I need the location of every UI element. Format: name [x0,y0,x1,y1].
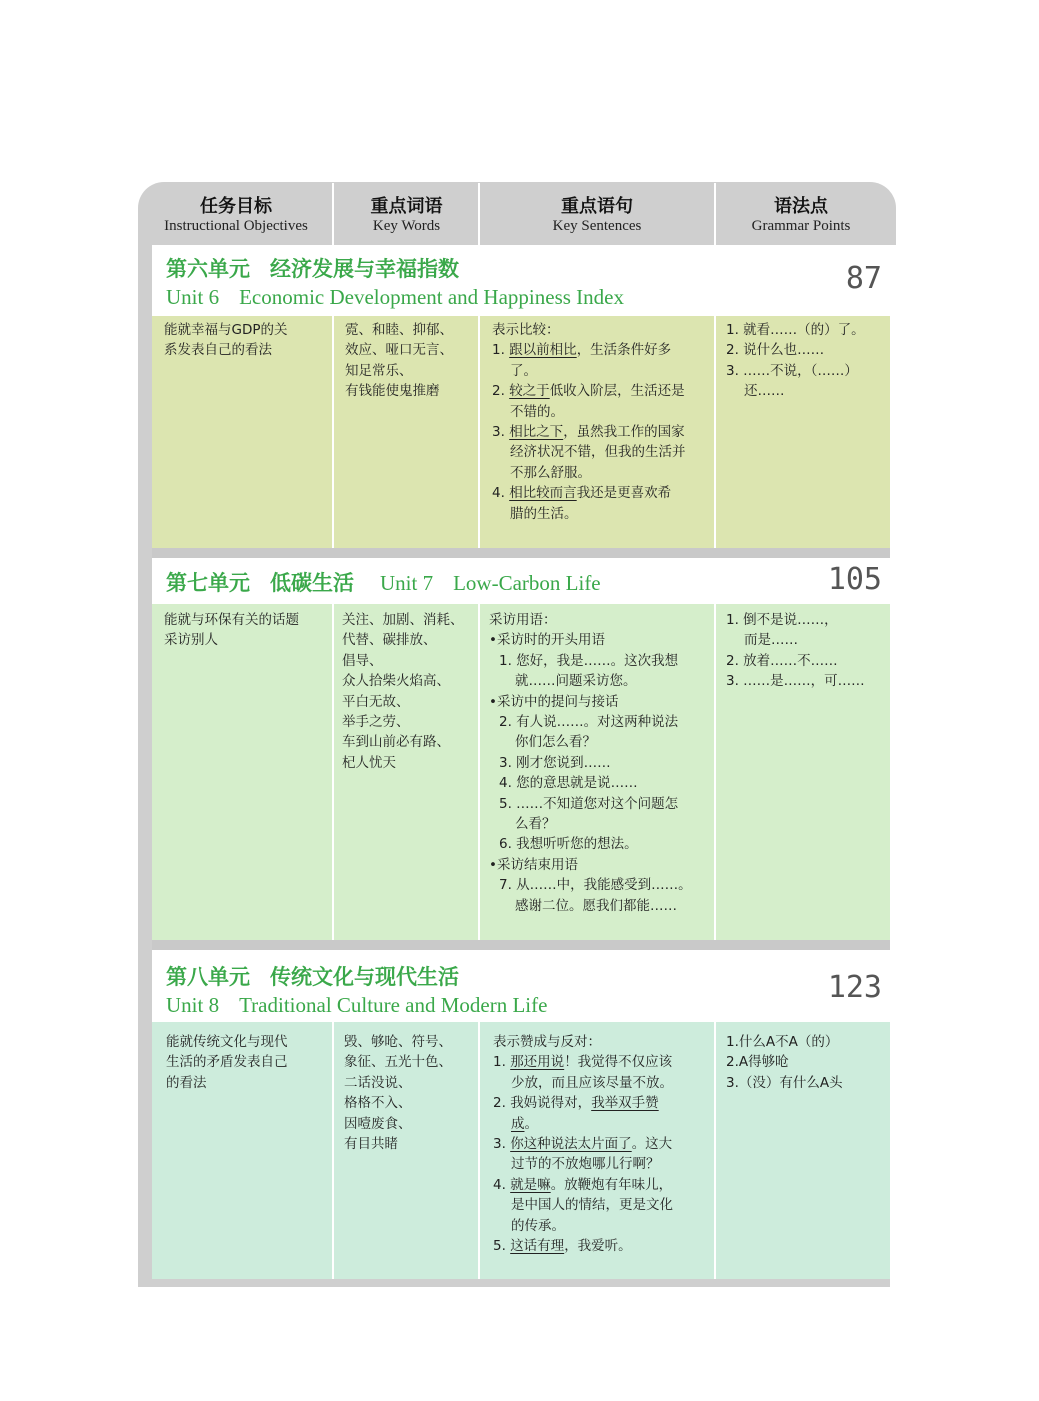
unit-8-title-en [166,993,547,1018]
objective-line: 的看法 [166,1074,207,1091]
key-word-line: 关注、加剧、消耗、 [342,612,464,628]
column-divider [714,316,716,548]
grammar-line: 1. 就看……（的）了。 [726,322,865,338]
unit-6-body [152,316,890,548]
unit-8-grammar [726,1032,843,1093]
sentence-key-phrase: 我举双手赞 [591,1095,659,1112]
unit-6-label-en: Unit 6 [166,285,220,309]
unit-8-name-en: Traditional Culture and Modern Life [239,993,548,1017]
header-key-words-en: Key Words [372,218,441,234]
column-divider [478,316,480,548]
unit-8-key-sentences [493,1032,673,1256]
unit-6-title-en [166,285,624,310]
sentence-number: 2. [492,383,505,400]
unit-8-body [152,1022,890,1279]
sentence-continuation: 过节的不放炮哪儿行啊？ [511,1156,660,1173]
unit-separator [152,940,890,950]
unit-7-title [166,567,601,597]
key-word-line: 杞人忧天 [342,754,396,771]
key-word-line: 众人拾柴火焰高、 [342,673,450,690]
unit-7-key-sentences [489,610,692,916]
unit-7-title-bar [152,558,890,604]
header-key-words-zh: 重点词语 [370,196,443,217]
unit-7-name-cn: 低碳生活 [270,571,354,595]
key-word-line: 有目共睹 [344,1136,398,1153]
unit-6-label-cn: 第六单元 [166,257,250,281]
header-grammar-points [716,183,886,243]
sentence-line: 4. 您的意思就是说…… [499,775,638,792]
sentence-item [493,1093,673,1113]
unit-6-key-words [345,320,453,402]
sentence-key-phrase: 这话有理 [510,1238,565,1255]
sentence-text: ，我爱听。 [564,1238,632,1255]
sentence-number: 3. [493,1136,506,1153]
sentence-key-phrase: 那还用说 [510,1054,565,1071]
sentence-text: 。 [524,1115,538,1132]
column-divider [714,604,716,940]
header-objectives-en: Instructional Objectives [164,218,308,234]
grammar-line: 3. ……不说，（……） [726,362,858,379]
sentence-item [492,381,686,401]
sentence-continuation: 了。 [510,362,537,379]
key-word-line: 格格不入、 [344,1095,412,1112]
key-word-line: 效应、哑口无言、 [345,342,453,359]
column-divider [332,1022,334,1279]
sentence-number: 1. [492,342,505,359]
key-word-line: 车到山前必有路、 [342,734,450,751]
sentence-text: ！我觉得不仅应该 [564,1054,673,1071]
grammar-line: 2.A得够呛 [726,1054,789,1071]
sentences-intro: 采访用语： [489,612,557,628]
sentence-continuation: 不那么舒服。 [510,464,591,481]
key-word-line: 象征、五光十色、 [344,1054,452,1071]
objective-line: 采访别人 [164,632,218,649]
key-word-line: 有钱能使鬼推磨 [345,383,440,400]
grammar-line: 3.（没）有什么A头 [726,1074,843,1091]
sentence-number: 4. [492,485,505,502]
sentence-number: 1. [493,1054,506,1071]
objective-line: 系发表自己的看法 [164,342,272,359]
sentence-line: 感谢二位。愿我们都能…… [515,897,677,914]
sentence-key-phrase: 相比较而言 [509,485,577,502]
unit-6-title-bar [152,245,890,316]
unit-7-key-words [342,610,464,773]
sentence-line: 2. 有人说……。对这两种说法 [499,714,679,731]
grammar-line: 2. 说什么也…… [726,342,825,359]
sentence-line: 你们怎么看？ [515,734,596,751]
unit-6-grammar [726,320,865,402]
column-divider [714,1022,716,1279]
key-word-line: 举手之劳、 [342,714,410,731]
column-divider [478,1022,480,1279]
sentence-line: 么看？ [515,816,556,833]
grammar-line: 1. 倒不是说……， [726,612,838,628]
header-grammar-points-en: Grammar Points [751,218,851,234]
sentence-line: 5. ……不知道您对这个问题怎 [499,795,679,812]
grammar-line: 3. ……是……，可…… [726,673,865,690]
sentence-key-phrase: 跟以前相比 [509,342,577,359]
unit-6-key-sentences [492,320,686,524]
sentence-line: 3. 刚才您说到…… [499,754,611,771]
sentence-key-phrase: 成 [511,1115,525,1132]
sentence-line: 7. 从……中，我能感受到……。 [499,877,692,894]
header-key-words [334,183,479,243]
sentence-continuation: 经济状况不错，但我的生活并 [510,444,686,461]
sentence-key-phrase: 就是嘛 [510,1176,551,1193]
unit-6-name-en: Economic Development and Happiness Index [239,285,624,309]
sentence-key-phrase: 相比之下 [509,424,564,441]
grammar-line: 1.什么A不A（的） [726,1034,839,1050]
key-word-line: 平白无故、 [342,693,410,710]
key-word-line: 霓、和睦、抑郁、 [345,322,453,338]
key-word-line: 倡导、 [342,652,383,669]
sentence-line: 1. 您好，我是……。这次我想 [499,652,679,669]
unit-8-key-words [344,1032,452,1154]
unit-8-label-en: Unit 8 [166,993,220,1017]
sentence-item [493,1236,673,1256]
sentence-line: 6. 我想听听您的想法。 [499,836,638,853]
unit-7-grammar [726,610,865,692]
unit-7-objective [164,610,299,651]
unit-8-objective [166,1032,288,1093]
objective-line: 能就传统文化与现代 [166,1034,288,1050]
sentence-key-phrase: 你这种说法太片面了 [510,1136,632,1153]
sentence-continuation: 不错的。 [510,403,564,420]
sentence-number: 4. [493,1176,506,1193]
unit-7-page-number: 105 [827,562,882,597]
group-heading: •采访结束用语 [489,856,578,873]
column-divider [332,316,334,548]
sentence-item [492,483,686,503]
sentence-item [493,1175,673,1195]
unit-8-title-cn [166,961,459,991]
sentence-continuation: 少放，而且应该尽量不放。 [511,1074,673,1091]
sentence-number: 5. [493,1238,506,1255]
sentence-line: 就……问题采访您。 [515,673,637,690]
sentence-text: ，生活条件好多 [576,342,672,359]
unit-separator [152,548,890,558]
objective-line: 能就与环保有关的话题 [164,612,299,628]
sentence-text: ，虽然我工作的国家 [563,424,685,441]
key-word-line: 二话没说、 [344,1074,412,1091]
sentence-text: 。这大 [631,1136,673,1153]
sentence-item [493,1052,673,1072]
column-divider [332,604,334,940]
grammar-line: 还…… [744,383,785,400]
sentence-text: 我妈说得对， [510,1095,592,1112]
unit-7-name-en: Low-Carbon Life [453,571,601,595]
unit-6-page-number: 87 [845,261,882,296]
sentences-intro: 表示比较： [492,322,560,338]
unit-8-name-cn: 传统文化与现代生活 [270,965,459,989]
key-word-line: 毁、够呛、符号、 [344,1034,452,1050]
column-divider [478,604,480,940]
unit-8-label-cn: 第八单元 [166,965,250,989]
key-word-line: 知足常乐、 [345,362,413,379]
objective-line: 生活的矛盾发表自己 [166,1054,288,1071]
sentences-intro: 表示赞成与反对： [493,1034,601,1050]
right-margin-strip [890,245,896,1287]
unit-8-title-bar [152,950,890,1022]
objective-line: 能就幸福与GDP的关 [164,322,288,338]
header-objectives [140,183,332,243]
header-key-sentences-en: Key Sentences [552,218,642,234]
grammar-line: 2. 放着……不…… [726,652,838,669]
unit-6-objective [164,320,288,361]
header-key-sentences-zh: 重点语句 [561,196,633,217]
unit-6-name-cn: 经济发展与幸福指数 [270,257,459,281]
unit-7-body [152,604,890,940]
sentence-continuation: 的传承。 [511,1217,565,1234]
sentence-continuation [493,1114,673,1134]
sentence-item [493,1134,673,1154]
header-objectives-zh: 任务目标 [200,196,272,217]
sentence-key-phrase: 较之于 [509,383,550,400]
sentence-number: 2. [493,1095,506,1112]
sentence-text: 我还是更喜欢希 [576,485,672,502]
key-word-line: 因噎废食、 [344,1115,412,1132]
unit-6-title-cn [166,253,459,283]
sentence-number: 3. [492,424,505,441]
sentence-item [492,340,686,360]
unit-7-label-cn: 第七单元 [166,571,250,595]
sentence-continuation: 腊的生活。 [510,505,578,522]
sentence-text: 低收入阶层，生活还是 [549,383,685,400]
sentence-continuation: 是中国人的情结，更是文化 [511,1197,673,1214]
sentence-text: 。放鞭炮有年味儿， [550,1176,673,1193]
grammar-line: 而是…… [744,632,798,649]
unit-8-page-number: 123 [827,970,882,1005]
group-heading: •采访中的提问与接话 [489,693,619,710]
sentence-item [492,422,686,442]
header-key-sentences [480,183,714,243]
group-heading: •采访时的开头用语 [489,632,605,649]
unit-7-label-en: Unit 7 [380,571,434,595]
header-grammar-points-zh: 语法点 [774,196,828,217]
key-word-line: 代替、碳排放、 [342,632,437,649]
